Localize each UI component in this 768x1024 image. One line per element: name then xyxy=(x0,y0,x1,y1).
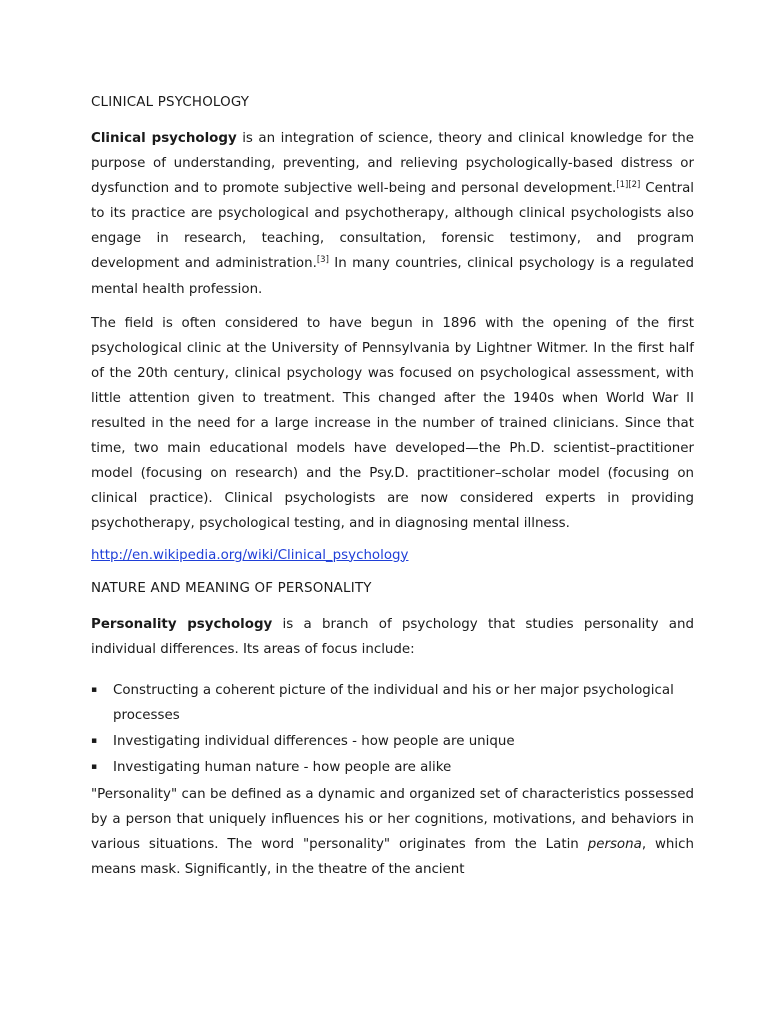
list-item xyxy=(91,678,694,728)
term-personality-psychology: Personality psychology xyxy=(91,616,273,632)
section-heading-personality: NATURE AND MEANING OF PERSONALITY xyxy=(91,580,372,596)
bullet-icon: ▪ xyxy=(91,761,98,772)
latin-word-persona: persona xyxy=(587,837,642,853)
paragraph-clinical-history: The field is often considered to have begun in 1896 with the opening of the first psychological clinic at the University of Pennsylvania by Lightner Witmer. In the first half of the 20th century, clinical psychology was focused on psychological assessment, with little attention given to treatment. This changed after the 1940s when World War II resulted in the need for a large increase in the number of trained clinicians. Since that time, two main educational models have developed—the Ph.D. scientist–practitioner model (focusing on research) and the Psy.D. practitioner–scholar model (focusing on clinical practice). Clinical psychologists are now considered experts in providing psychotherapy, psychological testing, and in diagnosing mental illness. xyxy=(91,315,694,532)
paragraph-clinical-definition xyxy=(91,126,694,302)
section-heading-clinical-psychology: CLINICAL PSYCHOLOGY xyxy=(91,95,250,110)
paragraph-text: In many countries, clinical psychology is a regulated mental health profession. xyxy=(91,256,695,297)
wikipedia-link[interactable]: http://en.wikipedia.org/wiki/Clinical_psychology xyxy=(91,547,409,563)
source-link-line xyxy=(91,546,694,566)
paragraph-text: is an integration of science, theory and clinical knowledge for the purpose of understanding, preventing, and relieving psychologically-based distress or dysfunction and to promote subjective well-being and personal development. xyxy=(91,131,694,197)
citation-ref[interactable]: [3] xyxy=(316,255,329,266)
paragraph-personality-definition xyxy=(91,612,694,662)
paragraph-text: Central to its practice are psychological and psychotherapy, although clinical psychologists also engage in research, teaching, consultation, forensic testimony, and program development and administration. xyxy=(91,181,695,272)
paragraph-text: "Personality" can be defined as a dynamic and organized set of characteristics possessed by a person that uniquely influences his or her cognitions, motivations, and behaviors in various situations. The word "personality" originates from the Latin xyxy=(91,787,694,853)
focus-areas-list xyxy=(91,678,694,780)
term-clinical-psychology: Clinical psychology xyxy=(91,131,237,146)
bullet-icon: ▪ xyxy=(91,735,98,746)
citation-ref[interactable]: [1][2] xyxy=(616,180,641,191)
list-item-text: Constructing a coherent picture of the individual and his or her major psychological processes xyxy=(113,682,674,723)
paragraph-personality-meaning xyxy=(91,782,694,882)
bullet-icon: ▪ xyxy=(91,684,98,695)
list-item xyxy=(91,755,694,780)
paragraph-text: is a branch of psychology that studies personality and individual differences. Its areas of focus include: xyxy=(91,616,694,657)
paragraph-text: , which means mask. Significantly, in the theatre of the ancient xyxy=(91,837,694,878)
list-item xyxy=(91,729,694,754)
list-item-text: Investigating individual differences - how people are unique xyxy=(113,733,515,749)
list-item-text: Investigating human nature - how people are alike xyxy=(113,759,452,775)
